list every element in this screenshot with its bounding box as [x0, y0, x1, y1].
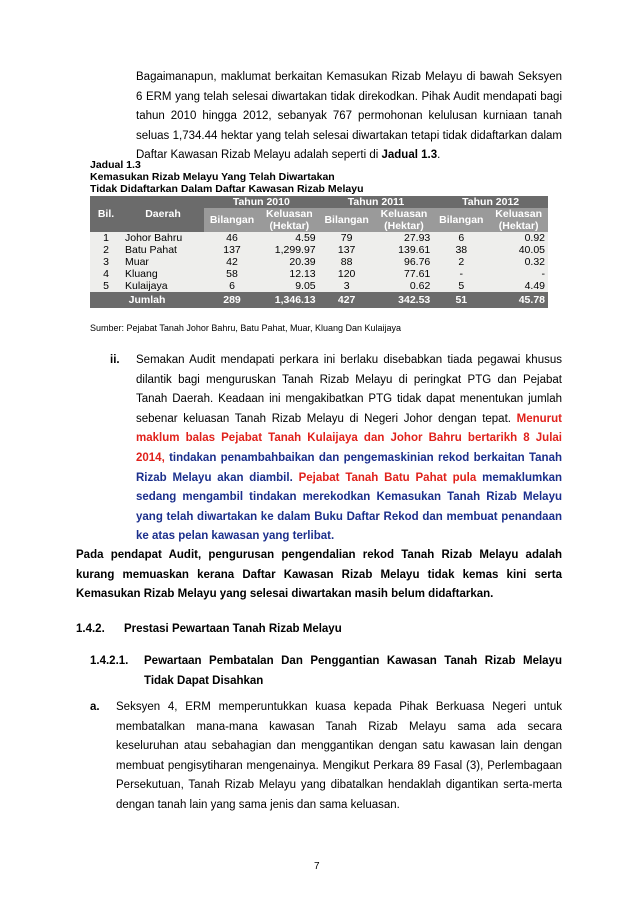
table-cell: 2 — [103, 244, 109, 256]
col-daerah: Daerah — [122, 196, 204, 232]
table-cell: 38 — [455, 244, 468, 256]
sub-bilangan: Bilangan — [433, 208, 489, 232]
district-cell: Batu Pahat — [125, 244, 177, 256]
table-cell: 79 — [340, 232, 353, 244]
table-cell: - — [459, 268, 464, 280]
hektar-label: (Hektar) — [384, 220, 424, 232]
table-cell: 9.05 — [295, 280, 316, 292]
district-cell: Kluang — [125, 268, 158, 280]
table-cell: 27.93 — [404, 232, 431, 244]
table-cell: 3 — [343, 280, 350, 292]
table-cell: 88 — [340, 256, 353, 268]
item-ii-blue-1: tindakan penambahbaikan dan pengemaskinian rekod berkaitan Tanah Rizab Melayu akan diambil. — [136, 451, 562, 484]
hektar-label: (Hektar) — [498, 220, 539, 232]
keluasan-label: Keluasan — [265, 208, 313, 220]
table-cell: 77.61 — [404, 268, 431, 280]
total-cell: 45.78 — [489, 292, 548, 308]
year-2012: Tahun 2012 — [433, 196, 548, 208]
intro-text: Bagaimanapun, maklumat berkaitan Kemasukan Rizab Melayu di bawah Seksyen 6 ERM yang telah selesai diwartakan tidak direkodkan. Pihak Audit mendapati bagi tahun 2010 hingga 2012, sebanyak 767 permohonan kelulusan kurniaan tanah seluas 1,734.44 hektar yang telah selesai diwartakan tetapi tidak didaftarkan dalam Daftar Kawasan Rizab Melayu adalah seperti di — [136, 71, 562, 162]
sub-keluasan — [260, 208, 319, 232]
table-row — [90, 244, 548, 256]
table-cell: 46 — [226, 232, 238, 244]
total-label: Jumlah — [90, 292, 204, 308]
table-reference: Jadual 1.3 — [381, 149, 438, 162]
sub-bilangan: Bilangan — [204, 208, 260, 232]
table-cell: 0.62 — [409, 280, 431, 292]
table-cell: 139.61 — [398, 244, 431, 256]
item-ii-red-2: Pejabat Tanah Batu Pahat pula — [298, 471, 477, 484]
district-cell: Kulaijaya — [125, 280, 168, 292]
table-cell: 40.05 — [518, 244, 545, 256]
audit-conclusion: Pada pendapat Audit, pengurusan pengendalian rekod Tanah Rizab Melayu adalah kurang memuaskan kerana Daftar Kawasan Rizab Melayu tidak kemas kini serta Kemasukan Rizab Melayu yang selesai diwartakan masih belum didaftarkan. — [76, 549, 562, 600]
item-a-paragraph: Seksyen 4, ERM memperuntukkan kuasa kepada Pihak Berkuasa Negeri untuk membatalkan mana-mana kawasan Tanah Rizab Melayu sama ada secara keseluruhan atau sebahagian dan menggantikan dengan satu kawasan lain dengan membuat pengisytiharan mengenainya. Mengikut Perkara 89 Fasal (3), Perlembagaan Persekutuan, Tanah Rizab Melayu yang dibatalkan hendaklah digantikan serta-merta dengan tanah lain yang sama jenis dan sama keluasan. — [116, 701, 562, 811]
table-title-line-3: Tidak Didaftarkan Dalam Daftar Kawasan Rizab Melayu — [90, 183, 364, 195]
section-1-4-2-1-number: 1.4.2.1. — [90, 655, 129, 667]
item-ii-blue-2: memaklumkan sedang mengambil tindakan merekodkan Kemasukan Tanah Rizab Melayu yang telah diwartakan ke dalam Buku Daftar Rekod dan membuat penandaan ke atas pelan kawasan yang terlibat. — [136, 471, 563, 543]
table-cell: 5 — [458, 280, 465, 292]
table-cell: 0.92 — [524, 232, 545, 244]
table-cell: 4 — [103, 268, 109, 280]
sub-keluasan — [375, 208, 434, 232]
table-row — [90, 268, 548, 280]
keluasan-label: Keluasan — [380, 208, 428, 220]
district-cell: Muar — [125, 256, 149, 268]
sub-keluasan — [489, 208, 548, 232]
table-cell: 120 — [337, 268, 356, 280]
item-ii-paragraph — [136, 351, 562, 547]
page-number: 7 — [314, 861, 320, 872]
section-1-4-2-1-title: Pewartaan Pembatalan Dan Penggantian Kawasan Tanah Rizab Melayu Tidak Dapat Disahkan — [144, 655, 562, 687]
intro-paragraph — [136, 68, 562, 166]
table-cell: 0.32 — [524, 256, 545, 268]
table-title — [90, 159, 363, 195]
data-table — [90, 196, 548, 308]
table-cell: 3 — [103, 256, 109, 268]
section-1-4-2-title: Prestasi Pewartaan Tanah Rizab Melayu — [124, 623, 342, 635]
total-cell: 427 — [319, 292, 375, 308]
total-cell: 1,346.13 — [260, 292, 319, 308]
table-cell: 42 — [226, 256, 238, 268]
table-cell: 137 — [223, 244, 241, 256]
item-ii-marker: ii. — [110, 354, 120, 366]
total-cell: 289 — [204, 292, 260, 308]
total-cell: 342.53 — [375, 292, 434, 308]
year-2010: Tahun 2010 — [204, 196, 319, 208]
table-body — [90, 232, 548, 292]
table-title-line-2: Kemasukan Rizab Melayu Yang Telah Diwartakan — [90, 171, 335, 183]
table-title-line-1: Jadual 1.3 — [90, 159, 141, 171]
table-row — [90, 256, 548, 268]
section-1-4-2-number: 1.4.2. — [76, 623, 105, 635]
table-cell: 12.13 — [289, 268, 316, 280]
table-cell: 137 — [337, 244, 356, 256]
district-cell: Johor Bahru — [125, 232, 183, 244]
table-cell: 2 — [458, 256, 465, 268]
keluasan-label: Keluasan — [495, 208, 542, 220]
table-cell: 20.39 — [289, 256, 316, 268]
table-cell: 1 — [103, 232, 109, 244]
table-source: Sumber: Pejabat Tanah Johor Bahru, Batu Pahat, Muar, Kluang Dan Kulaijaya — [90, 323, 402, 333]
table-cell: 58 — [226, 268, 238, 280]
year-2011: Tahun 2011 — [319, 196, 434, 208]
hektar-label: (Hektar) — [269, 220, 310, 232]
table-cell: 6 — [229, 280, 235, 292]
total-cell: 51 — [433, 292, 489, 308]
col-bil: Bil. — [90, 196, 122, 232]
table-cell: - — [541, 268, 545, 280]
intro-end: . — [437, 149, 441, 162]
item-ii-red-1: Menurut maklum balas Pejabat Tanah Kulaijaya dan Johor Bahru bertarikh 8 Julai 2014, — [136, 412, 562, 464]
table-row — [90, 232, 548, 244]
table-cell: 6 — [458, 232, 465, 244]
total-row — [90, 292, 548, 308]
item-ii-text: Semakan Audit mendapati perkara ini berlaku disebabkan tiada pegawai khusus dilantik bagi menguruskan Tanah Rizab Melayu di peringkat PTG dan Pejabat Tanah Daerah. Keadaan ini mengakibatkan PTG tidak dapat menentukan jumlah sebenar keluasan Tanah Rizab Melayu di Negeri Johor dengan tepat. — [136, 354, 562, 425]
sub-bilangan: Bilangan — [319, 208, 375, 232]
table-cell: 4.49 — [524, 280, 545, 292]
table-row — [90, 280, 548, 292]
table-cell: 1,299.97 — [274, 244, 316, 256]
item-a-marker: a. — [90, 701, 100, 713]
table-cell: 5 — [103, 280, 109, 292]
table-cell: 4.59 — [295, 232, 316, 244]
table-cell: 96.76 — [404, 256, 431, 268]
